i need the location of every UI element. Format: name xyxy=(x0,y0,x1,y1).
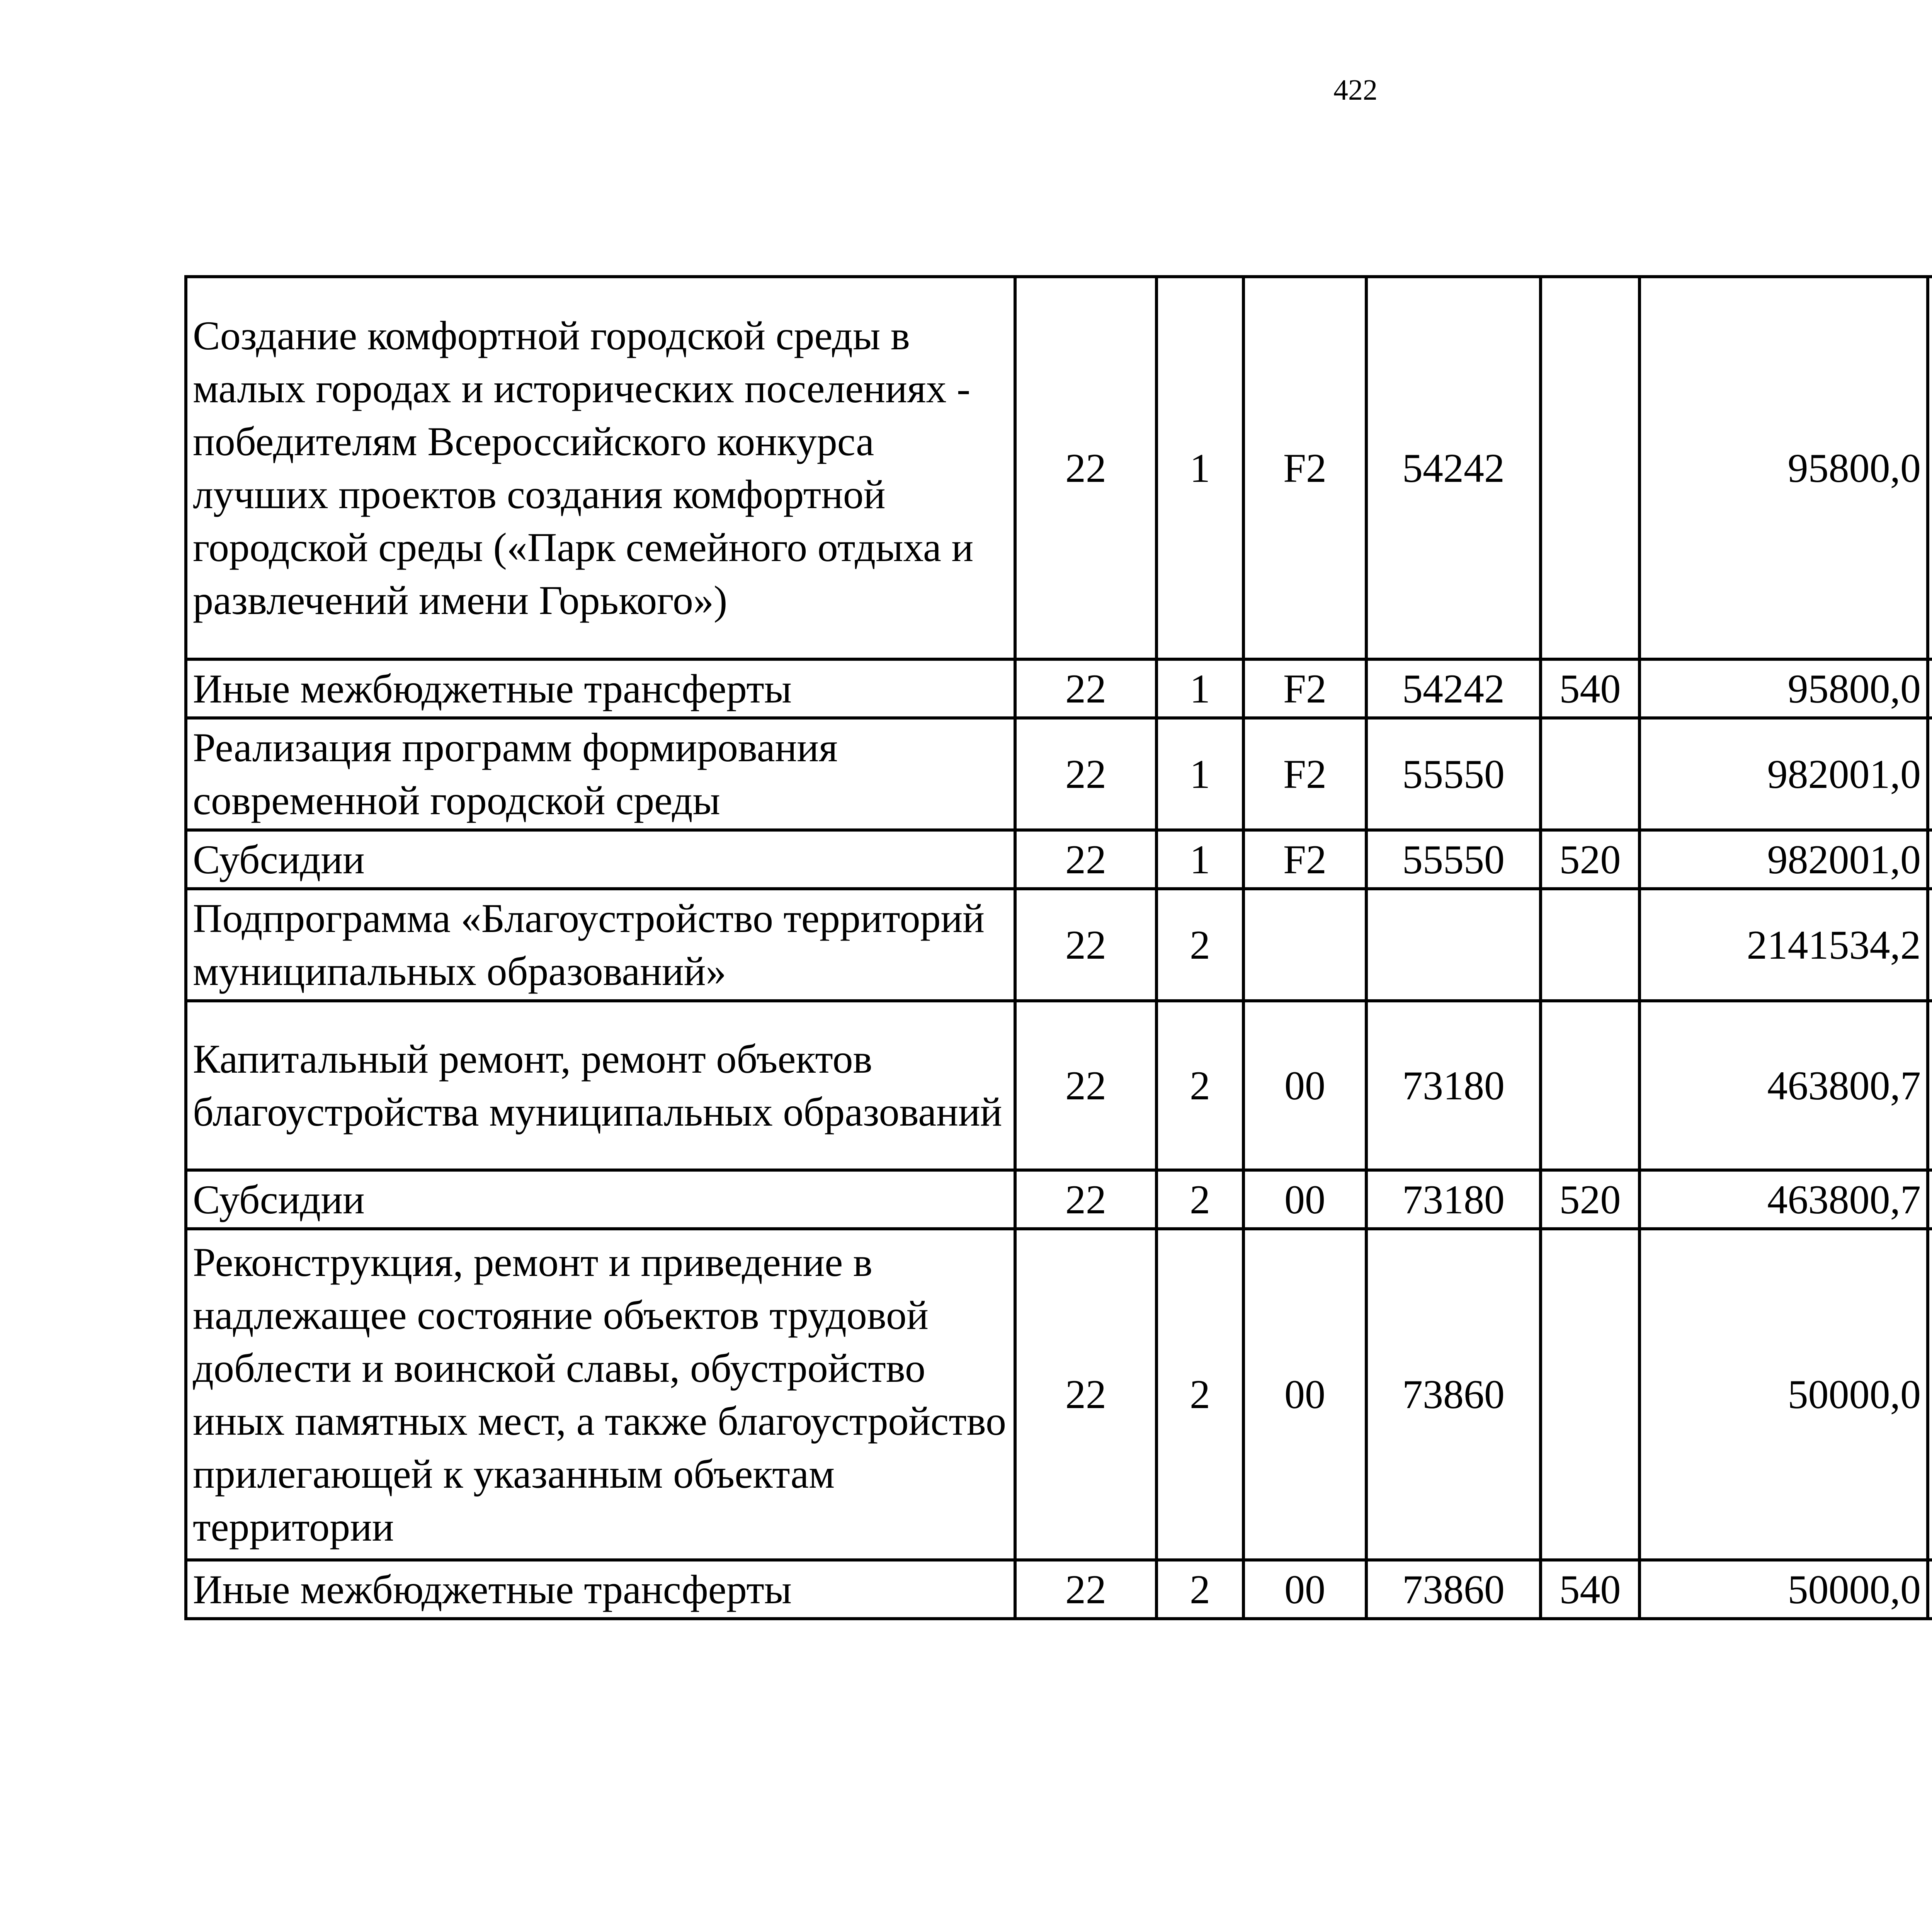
code-cell: 73860 xyxy=(1366,1229,1541,1560)
amount-cell xyxy=(1928,277,1932,659)
amount-cell: 50000,0 xyxy=(1639,1560,1928,1619)
code-cell: 00 xyxy=(1243,1229,1366,1560)
code-cell: 55550 xyxy=(1366,718,1541,830)
budget-table xyxy=(184,275,1932,1620)
amount-cell: 463800,7 xyxy=(1639,1170,1928,1229)
amount-cell: 2141534,2 xyxy=(1639,889,1928,1001)
code-cell: 1 xyxy=(1156,830,1243,889)
row-name: Капитальный ремонт, ремонт объектов благоустройства муниципальных образований xyxy=(186,1001,1015,1170)
code-cell: 22 xyxy=(1015,659,1156,718)
amount-cell: 50000,0 xyxy=(1639,1229,1928,1560)
code-cell: 22 xyxy=(1015,1560,1156,1619)
code-cell xyxy=(1541,1001,1639,1170)
row-name: Реализация программ формирования современной городской среды xyxy=(186,718,1015,830)
amount-cell xyxy=(1928,1229,1932,1560)
amount-cell xyxy=(1928,1170,1932,1229)
code-cell xyxy=(1541,889,1639,1001)
code-cell: F2 xyxy=(1243,659,1366,718)
row-name: Субсидии xyxy=(186,830,1015,889)
code-cell: 22 xyxy=(1015,718,1156,830)
code-cell: 00 xyxy=(1243,1560,1366,1619)
row-name: Подпрограмма «Благоустройство территорий муниципальных образований» xyxy=(186,889,1015,1001)
code-cell: 00 xyxy=(1243,1001,1366,1170)
amount-cell xyxy=(1928,718,1932,830)
code-cell: 1 xyxy=(1156,718,1243,830)
code-cell: 22 xyxy=(1015,889,1156,1001)
table-row xyxy=(186,718,1932,830)
row-name: Реконструкция, ремонт и приведение в надлежащее состояние объектов трудовой доблести и воинской славы, обустройство иных памятных мест, а также благоустройство прилегающей к указанным объектам территории xyxy=(186,1229,1015,1560)
table-row xyxy=(186,277,1932,659)
code-cell: 54242 xyxy=(1366,659,1541,718)
code-cell: 22 xyxy=(1015,1170,1156,1229)
row-name: Иные межбюджетные трансферты xyxy=(186,659,1015,718)
code-cell: 54242 xyxy=(1366,277,1541,659)
table-row xyxy=(186,1170,1932,1229)
code-cell: 540 xyxy=(1541,1560,1639,1619)
amount-cell xyxy=(1928,1001,1932,1170)
row-name: Создание комфортной городской среды в малых городах и исторических поселениях - победителям Всероссийского конкурса лучших проектов создания комфортной городской среды («Парк семейного отдыха и развлечений имени Горького») xyxy=(186,277,1015,659)
amount-cell xyxy=(1928,889,1932,1001)
code-cell: 22 xyxy=(1015,277,1156,659)
code-cell: 2 xyxy=(1156,1170,1243,1229)
amount-cell: 982001,0 xyxy=(1639,830,1928,889)
code-cell: 1 xyxy=(1156,659,1243,718)
table-row xyxy=(186,1560,1932,1619)
table-row xyxy=(186,889,1932,1001)
code-cell xyxy=(1243,889,1366,1001)
code-cell: F2 xyxy=(1243,277,1366,659)
code-cell: 2 xyxy=(1156,1001,1243,1170)
amount-cell xyxy=(1928,659,1932,718)
row-name: Субсидии xyxy=(186,1170,1015,1229)
code-cell xyxy=(1366,889,1541,1001)
code-cell xyxy=(1541,1229,1639,1560)
code-cell: 22 xyxy=(1015,830,1156,889)
code-cell xyxy=(1541,277,1639,659)
code-cell: 2 xyxy=(1156,1560,1243,1619)
row-name: Иные межбюджетные трансферты xyxy=(186,1560,1015,1619)
code-cell: 73860 xyxy=(1366,1560,1541,1619)
amount-cell: 95800,0 xyxy=(1639,659,1928,718)
code-cell: 2 xyxy=(1156,889,1243,1001)
code-cell: F2 xyxy=(1243,718,1366,830)
code-cell: 22 xyxy=(1015,1229,1156,1560)
amount-cell xyxy=(1928,830,1932,889)
code-cell: 55550 xyxy=(1366,830,1541,889)
table-row xyxy=(186,1001,1932,1170)
code-cell: 00 xyxy=(1243,1170,1366,1229)
code-cell: 73180 xyxy=(1366,1170,1541,1229)
code-cell: 2 xyxy=(1156,1229,1243,1560)
table-row xyxy=(186,1229,1932,1560)
page-number: 422 xyxy=(1333,74,1378,106)
table-row xyxy=(186,830,1932,889)
code-cell: 1 xyxy=(1156,277,1243,659)
amount-cell: 463800,7 xyxy=(1639,1001,1928,1170)
amount-cell: 95800,0 xyxy=(1639,277,1928,659)
code-cell xyxy=(1541,718,1639,830)
amount-cell: 982001,0 xyxy=(1639,718,1928,830)
code-cell: 540 xyxy=(1541,659,1639,718)
amount-cell xyxy=(1928,1560,1932,1619)
code-cell: F2 xyxy=(1243,830,1366,889)
code-cell: 520 xyxy=(1541,830,1639,889)
code-cell: 22 xyxy=(1015,1001,1156,1170)
code-cell: 520 xyxy=(1541,1170,1639,1229)
table-row xyxy=(186,659,1932,718)
code-cell: 73180 xyxy=(1366,1001,1541,1170)
